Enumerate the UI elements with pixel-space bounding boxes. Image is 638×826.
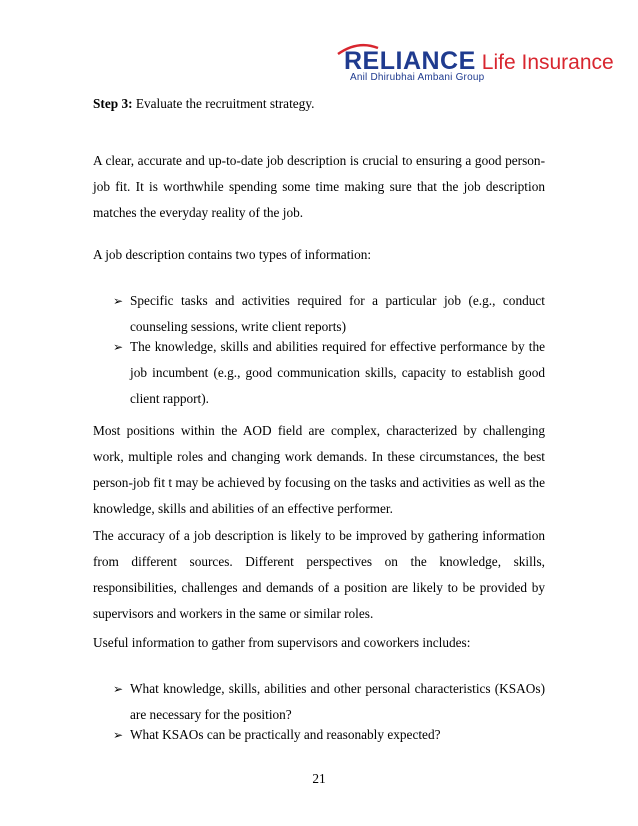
paragraph-types-intro: A job description contains two types of information: xyxy=(93,247,372,262)
list-item-text: What knowledge, skills, abilities and other personal characteristics (KSAOs) are necessary for the position? xyxy=(130,681,545,722)
logo-brand-suffix: Life Insurance xyxy=(481,51,614,74)
list-item xyxy=(113,676,545,728)
paragraph-job-description: A clear, accurate and up-to-date job description is crucial to ensuring a good person-job fit. It is worthwhile spending some time making sure that the job description matches the everyday reality of the job. xyxy=(93,153,545,220)
list-item xyxy=(113,722,545,748)
paragraph-accuracy: The accuracy of a job description is likely to be improved by gathering information from different sources. Different perspectives on the knowledge, skills, responsibilities, challenges and demands of a position are likely to be provided by supervisors and workers in the same or similar roles. xyxy=(93,528,545,621)
page-number: 21 xyxy=(312,771,326,786)
list-item-text: Specific tasks and activities required for a particular job (e.g., conduct counseling sessions, write client reports) xyxy=(130,293,545,334)
arrow-bullet-icon: ➢ xyxy=(113,340,124,354)
company-logo xyxy=(336,48,616,84)
paragraph-aod-positions: Most positions within the AOD field are complex, characterized by challenging work, multiple roles and changing work demands. In these circumstances, the best person-job fit t may be achieved by focusing on the tasks and activities as well as the knowledge, skills and abilities of an effective performer. xyxy=(93,423,545,516)
step-heading xyxy=(93,94,314,114)
arrow-bullet-icon: ➢ xyxy=(113,294,124,308)
arrow-bullet-icon: ➢ xyxy=(113,728,124,742)
paragraph-useful-info: Useful information to gather from supervisors and coworkers includes: xyxy=(93,635,471,650)
list-item-text: The knowledge, skills and abilities required for effective performance by the job incumbent (e.g., good communication skills, capacity to establish good client rapport). xyxy=(130,339,545,406)
list-item xyxy=(113,334,545,412)
list-item xyxy=(113,288,545,340)
logo-group-name: Anil Dhirubhai Ambani Group xyxy=(350,72,485,83)
step-text: Evaluate the recruitment strategy. xyxy=(132,96,315,111)
arrow-bullet-icon: ➢ xyxy=(113,682,124,696)
step-label: Step 3: xyxy=(93,96,133,111)
logo-brand: RELIANCE xyxy=(344,47,476,75)
list-item-text: What KSAOs can be practically and reasonably expected? xyxy=(130,727,441,742)
